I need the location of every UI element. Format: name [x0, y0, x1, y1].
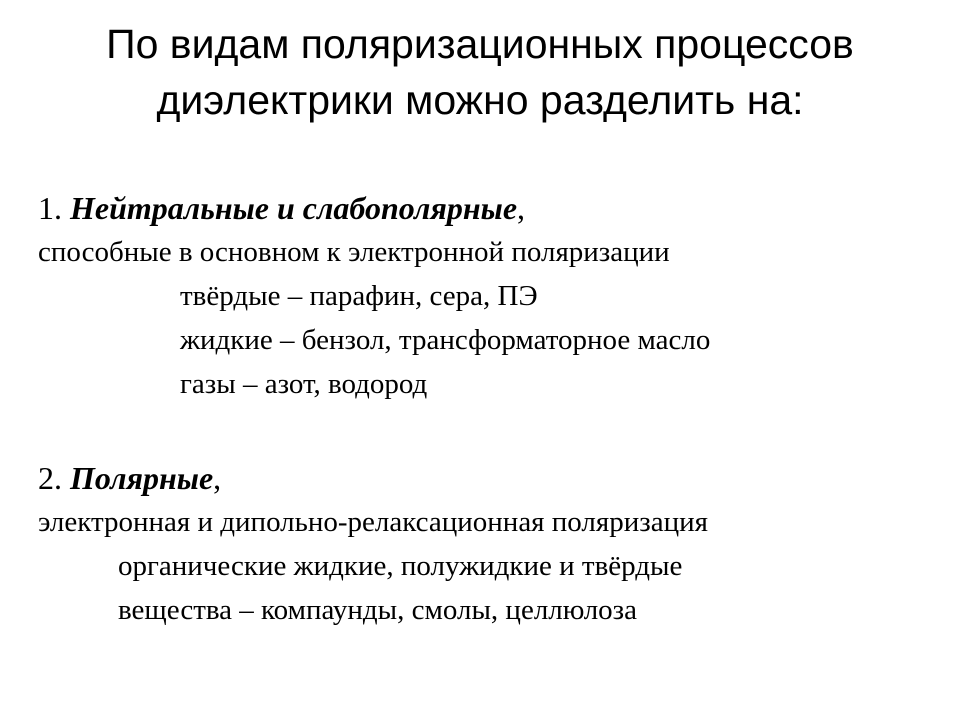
section-neutral	[38, 186, 938, 406]
list-item: газы – азот, водород	[180, 368, 428, 400]
section-heading	[38, 456, 938, 500]
section-item-list	[38, 274, 938, 406]
section-suffix: ,	[213, 460, 222, 496]
section-term: Полярные	[70, 460, 214, 496]
section-number: 2.	[38, 460, 62, 496]
section-item-list	[38, 544, 938, 632]
slide-title-line-2: диэлектрики можно разделить на:	[156, 77, 804, 123]
section-heading	[38, 186, 938, 230]
list-item: жидкие – бензол, трансформаторное масло	[180, 324, 711, 356]
section-number: 1.	[38, 190, 62, 226]
section-description: способные в основном к электронной поляризации	[38, 236, 670, 268]
section-description: электронная и дипольно-релаксационная поляризация	[38, 506, 708, 538]
slide-title	[0, 16, 960, 128]
section-suffix: ,	[517, 190, 526, 226]
list-item: органические жидкие, полужидкие и твёрдые	[118, 550, 683, 582]
slide-title-line-1: По видам поляризационных процессов	[106, 21, 854, 67]
list-item: твёрдые – парафин, сера, ПЭ	[180, 280, 538, 312]
list-item: вещества – компаунды, смолы, целлюлоза	[118, 594, 638, 626]
section-polar	[38, 456, 938, 632]
section-term: Нейтральные и слабополярные	[70, 190, 518, 226]
